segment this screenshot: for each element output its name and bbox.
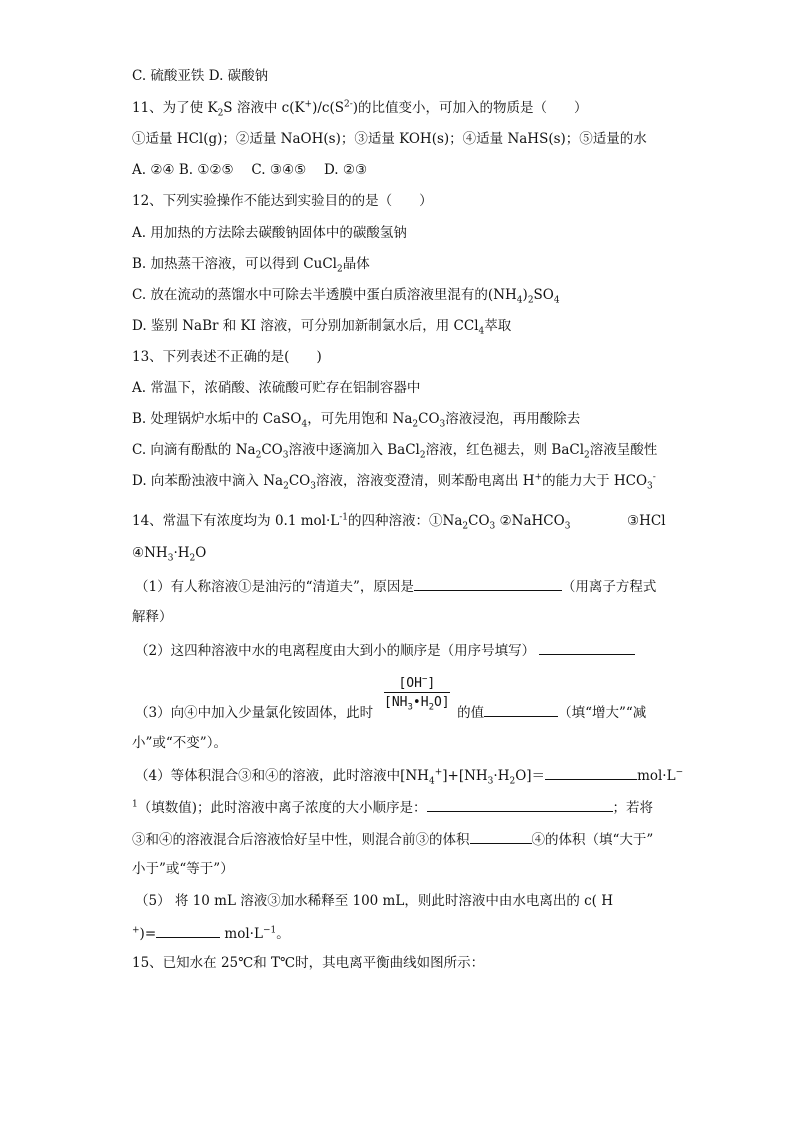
answer-blank-4[interactable]: [545, 766, 637, 780]
q14-part5: （5） 将 10 mL 溶液③加水稀释至 100 mL，则此时溶液中由水电离出的 c( H: [135, 893, 613, 909]
fraction-bar: [384, 692, 450, 693]
answer-blank-2[interactable]: [539, 641, 635, 655]
q14-stem-line2: $④NH_3\cdot H_2O$: [132, 545, 207, 564]
answer-blank-3[interactable]: [484, 703, 558, 717]
q14-part2: （2）这四种溶液中水的电离程度由大到小的顺序是（用序号填写）: [135, 641, 635, 659]
q14-part4-line3: ③和④的溶液混合后溶液恰好呈中性，则混合前③的体积 ④的体积（填“大于”: [132, 832, 654, 848]
q14-part4-line4: 小于”或“等于”）: [132, 861, 234, 877]
q10-options: C. 硫酸亚铁 D. 碳酸钠: [132, 68, 269, 84]
q11-items: ①适量 HCl(g)；②适量 NaOH(s)；③适量 KOH(s)；④适量 NaHS(s)；⑤适量的水: [132, 131, 647, 147]
q14-part1-cont: 解释）: [132, 609, 173, 625]
answer-blank-7[interactable]: [156, 924, 220, 938]
q12-option-c: C. 放在流动的蒸馏水中可除去半透膜中蛋白质溶液里混有的$(NH_4)_2SO_4$: [132, 287, 560, 306]
answer-blank-5[interactable]: [427, 798, 613, 812]
answer-blank-6[interactable]: [470, 830, 532, 844]
fraction-numerator: [OH−]: [398, 674, 436, 691]
q13-option-b: B. 处理锅炉水垢中的 CaSO$_4$，可先用饱和 $Na_2CO_3$溶液浸泡，再用酸除去: [132, 411, 581, 430]
q15-stem: 15、已知水在 25℃和 T℃时，其电离平衡曲线如图所示：: [132, 955, 485, 971]
q14-part3: （3）向④中加入少量氯化铵固体，此时 的值 （填“增大”“减: [135, 705, 647, 721]
q14-stem: 14、常温下有浓度均为 0.1 $mol\cdot L^{-1}$的四种溶液：$①Na_2CO_3$ ②NaHCO$_3$: [132, 512, 571, 532]
q12-option-b: B. 加热蒸干溶液，可以得到 CuCl$_2$晶体: [132, 256, 370, 275]
q14-part4-line2: $^1$（填数值)；此时溶液中离子浓度的大小顺序是： ；若将: [132, 799, 654, 816]
q14-stem-hcl: ③HCl: [627, 513, 666, 529]
q14-part3-cont: 小”或“不变”）。: [132, 735, 227, 751]
q12-stem: 12、下列实验操作不能达到实验目的的是（ ）: [132, 193, 433, 209]
q12-option-d: D. 鉴别 NaBr 和 KI 溶液，可分别加新制氯水后，用 CCl$_4$萃取: [132, 318, 512, 337]
q11-options: A. ②④ B. ①②⑤ C. ③④⑤ D. ②③: [132, 162, 368, 178]
q11-stem: 11、为了使 $K_2S$ 溶液中 $c(K^+)/c(S^{2-})$的比值变小，可加入的物质是（ ）: [132, 99, 588, 119]
q13-option-a: A. 常温下，浓硝酸、浓硫酸可贮存在铝制容器中: [132, 380, 421, 396]
q12-option-a: A. 用加热的方法除去碳酸钠固体中的碳酸氢钠: [132, 225, 407, 241]
q13-option-d: D. 向苯酚浊液中滴入 $Na_2CO_3$溶液，溶液变澄清，则苯酚电离出 H+的能力大于 $HCO_3^-$: [132, 472, 656, 492]
fraction-denominator: $[NH_3•H_2O]$: [384, 695, 450, 713]
answer-blank-1[interactable]: [414, 577, 562, 591]
q14-part1: （1）有人称溶液①是油污的“清道夫”，原因是 （用离子方程式: [135, 579, 657, 595]
q14-part5-line2: $^+)= mol\cdot L^{-1}$。: [132, 925, 290, 942]
q13-option-c: C. 向滴有酚酞的 $Na_2CO_3$溶液中逐滴加入 BaCl$_2$溶液，红色褪去，则 BaCl$_2$溶液呈酸性: [132, 442, 658, 461]
q14-part4: （4）等体积混合③和④的溶液，此时溶液中$[NH_4^+]+[NH_3\cdot H_2O]= mol\cdot L^-$: [135, 767, 684, 787]
q13-stem: 13、下列表述不正确的是( ): [132, 349, 322, 365]
